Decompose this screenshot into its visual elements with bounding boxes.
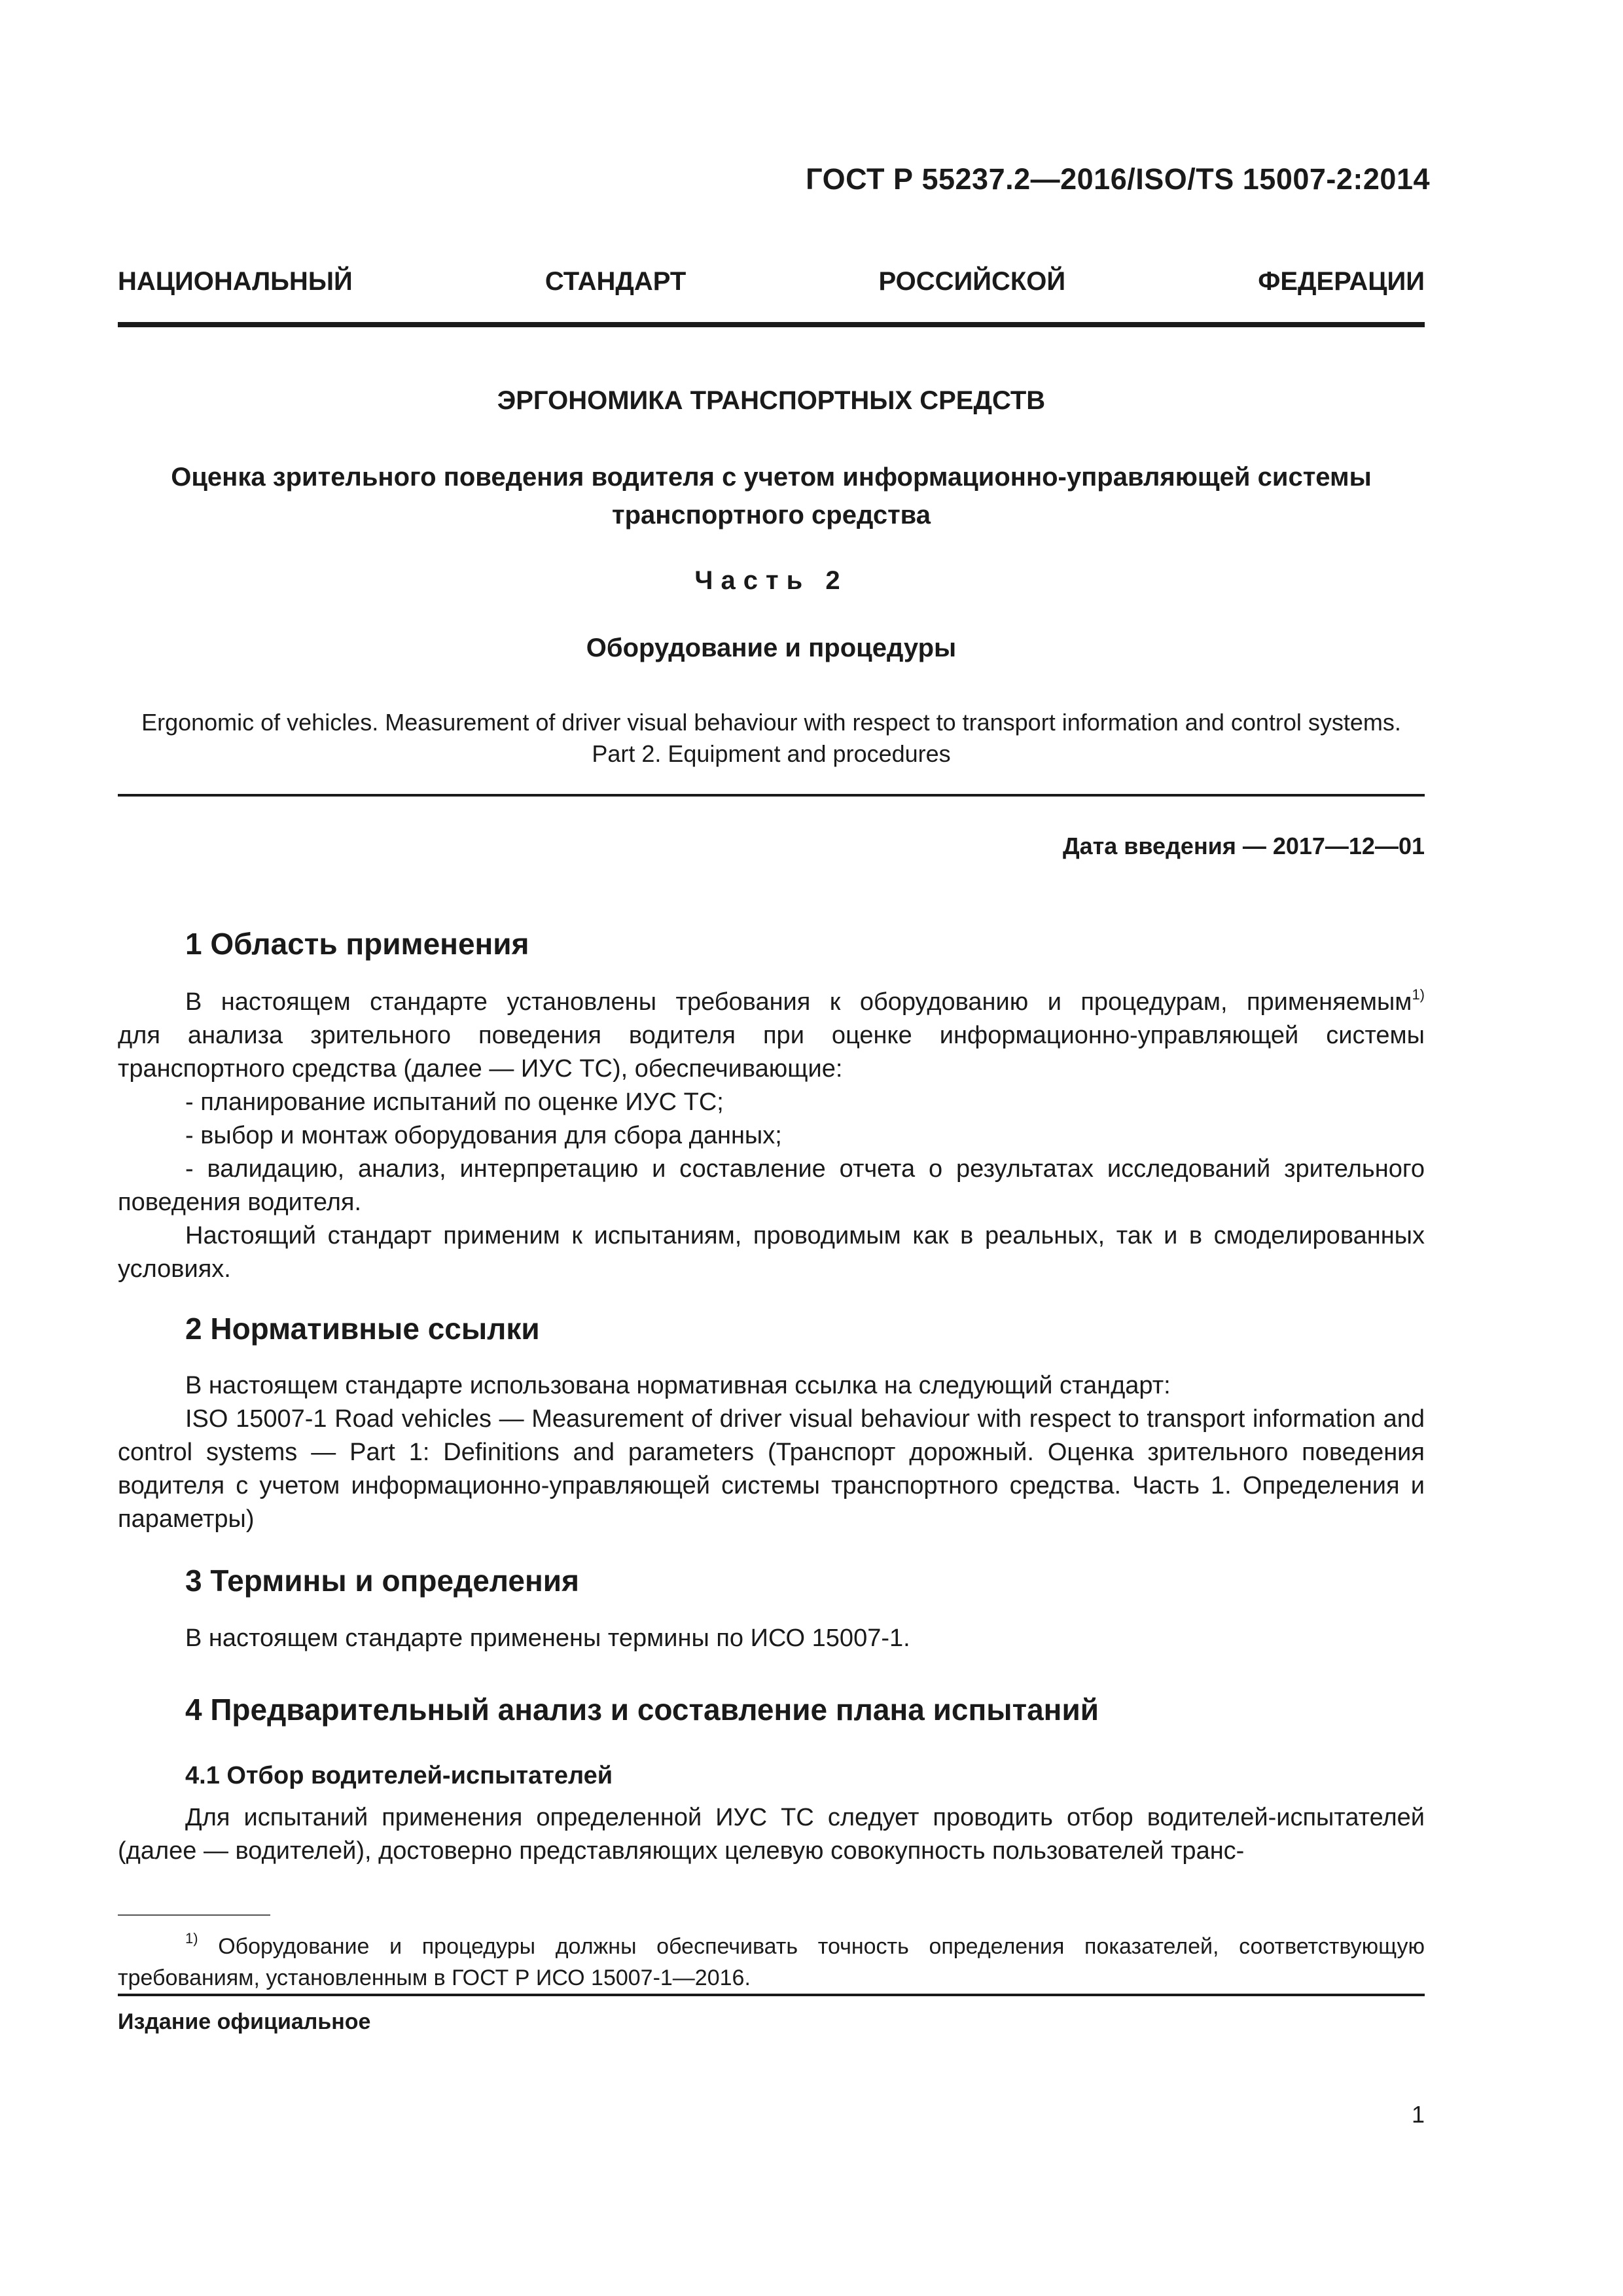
part-label: Часть 2 <box>694 566 848 595</box>
paragraph: для анализа зрительного поведения водителя при оценке информационно-управляющей системы транспортного средства (далее — ИУС ТС), обеспечивающие: <box>118 1022 1425 1083</box>
page-number: 1 <box>1411 2101 1425 2128</box>
footnote-marker: 1) <box>185 1930 198 1946</box>
paragraph: В настоящем стандарте использована нормативная ссылка на следующий стандарт: <box>185 1372 1171 1399</box>
english-title-line-1: Ergonomic of vehicles. Measurement of driver visual behaviour with respect to transport information and control systems. <box>141 709 1401 736</box>
banner-word: СТАНДАРТ <box>544 267 687 296</box>
section-3-body <box>118 1622 1425 1655</box>
subtitle <box>118 458 1425 534</box>
subtitle-line-2: транспортного средства <box>612 501 931 529</box>
reference-entry: ISO 15007-1 Road vehicles — Measurement of driver visual behaviour with respect to transport information and control systems — Part 1: Definitions and parameters (Транспорт дорожный. Оценка зрительного поведения водителя с учетом информационно-управляющей системы транспортного средства. Часть 1. Определения и параметры) <box>118 1405 1425 1533</box>
section-2-body <box>118 1369 1425 1536</box>
banner-word: НАЦИОНАЛЬНЫЙ <box>118 267 353 296</box>
national-standard-banner <box>118 267 1425 296</box>
main-title: ЭРГОНОМИКА ТРАНСПОРТНЫХ СРЕДСТВ <box>497 386 1046 415</box>
document-code: ГОСТ Р 55237.2—2016/ISO/TS 15007-2:2014 <box>806 162 1430 196</box>
introduction-date: Дата введения — 2017—12—01 <box>1062 833 1425 859</box>
part-title: Оборудование и процедуры <box>586 634 957 662</box>
footnote-divider <box>118 1914 270 1916</box>
footnote <box>118 1931 1425 1994</box>
subtitle-line-1: Оценка зрительного поведения водителя с учетом информационно-управляющей системы <box>171 463 1372 492</box>
english-title-line-2: Part 2. Equipment and procedures <box>592 740 951 767</box>
banner-word: РОССИЙСКОЙ <box>878 267 1066 296</box>
footnote-ref: 1) <box>1412 986 1425 1003</box>
section-3-heading: 3 Термины и определения <box>185 1564 579 1598</box>
title-divider <box>118 794 1425 797</box>
edition-label: Издание официальное <box>118 2009 371 2034</box>
section-4-heading: 4 Предварительный анализ и составление плана испытаний <box>185 1693 1099 1727</box>
footnote-text: $^{1)}$ Оборудование и процедуры должны обеспечивать точность определения показателей, соответствующую требованиям, установленным в ГОСТ Р ИСО 15007-1—2016. <box>118 1930 1425 1990</box>
footer-divider <box>118 1994 1425 1996</box>
english-title <box>118 707 1425 770</box>
section-4-1-heading: 4.1 Отбор водителей-испытателей <box>185 1762 613 1789</box>
paragraph: Для испытаний применения определенной ИУС ТС следует проводить отбор водителей-испытателей (далее — водителей), достоверно представляющих целевую совокупность пользователей транс- <box>118 1804 1425 1865</box>
list-item: - планирование испытаний по оценке ИУС ТС; <box>185 1088 724 1116</box>
list-item: - выбор и монтаж оборудования для сбора данных; <box>185 1122 782 1149</box>
section-1-body <box>118 986 1425 1286</box>
paragraph: Настоящий стандарт применим к испытаниям, проводимым как в реальных, так и в смоделированных условиях. <box>118 1222 1425 1283</box>
paragraph: В настоящем стандарте установлены требования к оборудованию и процедурам, применяемым$^{1)}$ <box>185 986 1425 1016</box>
header-divider <box>118 322 1425 327</box>
list-item: - валидацию, анализ, интерпретацию и составление отчета о результатах исследований зрительного поведения водителя. <box>118 1155 1425 1216</box>
section-2-heading: 2 Нормативные ссылки <box>185 1312 540 1346</box>
banner-word: ФЕДЕРАЦИИ <box>1258 267 1425 296</box>
paragraph: В настоящем стандарте применены термины по ИСО 15007-1. <box>185 1624 910 1652</box>
section-1-heading: 1 Область применения <box>185 927 529 961</box>
section-4-1-body <box>118 1801 1425 1868</box>
